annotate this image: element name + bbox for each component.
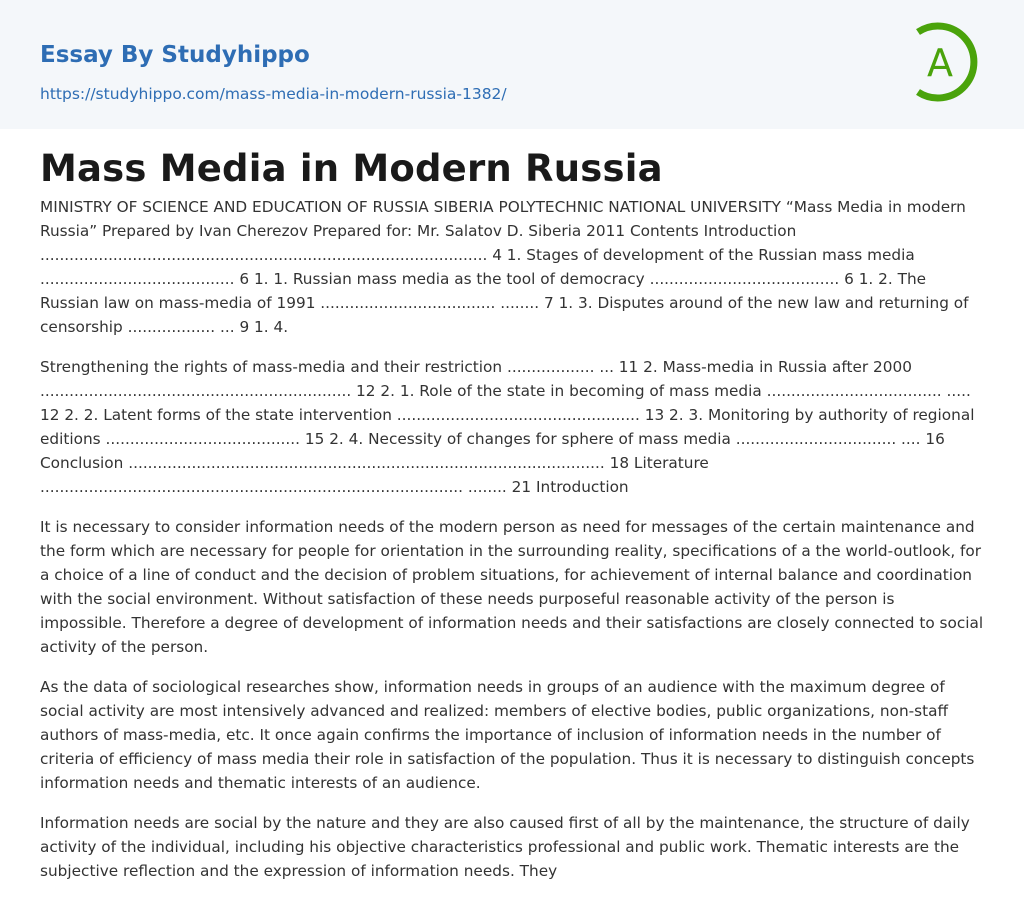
brand-title[interactable]: Essay By Studyhippo: [40, 42, 310, 68]
studyhippo-logo-icon[interactable]: [912, 20, 986, 104]
body-paragraph: Information needs are social by the nature and they are also caused first of all by the maintenance, the structure of daily activity of the individual, including his objective characteristics professional and public work. Thematic interests are the subjective reflection and the expression of information needs. They: [40, 814, 970, 880]
page-title: Mass Media in Modern Russia: [40, 147, 663, 190]
logo-letter: A: [927, 41, 953, 85]
toc-paragraph-2: Strengthening the rights of mass-media and their restriction .................. ... 11 2. Mass-media in Russia after 2000 ................................................................ 12 2. 1. Role of the state in becoming of mass media .................................... ..... 12 2. 2. Latent forms of the state intervention .................................................. 13 2. 3. Monitoring by authority of regional editions ........................................ 15 2. 4. Necessity of changes for sphere of mass media ................................. .... 16 Conclusion .................................................................................................. 18 Literature ....................................................................................... ........ 21 Introduction: [40, 358, 975, 496]
article: [0, 129, 1024, 883]
body-paragraph: As the data of sociological researches show, information needs in groups of an audience with the maximum degree of social activity are most intensively advanced and realized: members of elective bodies, public organizations, non-staff authors of mass-media, etc. It once again confirms the importance of inclusion of information needs in the number of criteria of efficiency of mass media their role in satisfaction of the population. Thus it is necessary to distinguish concepts information needs and thematic interests of an audience.: [40, 678, 975, 792]
body-paragraph: It is necessary to consider information needs of the modern person as need for messages of the certain maintenance and the form which are necessary for people for orientation in the surrounding reality, specifications of a the world-outlook, for a choice of a line of conduct and the decision of problem situations, for achievement of internal balance and coordination with the social environment. Without satisfaction of these needs purposeful reasonable activity of the person is impossible. Therefore a degree of development of information needs and their satisfactions are closely connected to social activity of the person.: [40, 518, 984, 656]
essay-url-link[interactable]: https://studyhippo.com/mass-media-in-modern-russia-1382/: [40, 85, 507, 103]
toc-paragraph-1: MINISTRY OF SCIENCE AND EDUCATION OF RUSSIA SIBERIA POLYTECHNIC NATIONAL UNIVERSITY “Mass Media in modern Russia” Prepared by Ivan Cherezov Prepared for: Mr. Salatov D. Siberia 2011 Contents Introduction ............................................................................................ 4 1. Stages of development of the Russian mass media ........................................ 6 1. 1. Russian mass media as the tool of democracy ....................................... 6 1. 2. The Russian law on mass-media of 1991 .................................... ........ 7 1. 3. Disputes around of the new law and returning of censorship .................. ... 9 1. 4.: [40, 198, 969, 336]
